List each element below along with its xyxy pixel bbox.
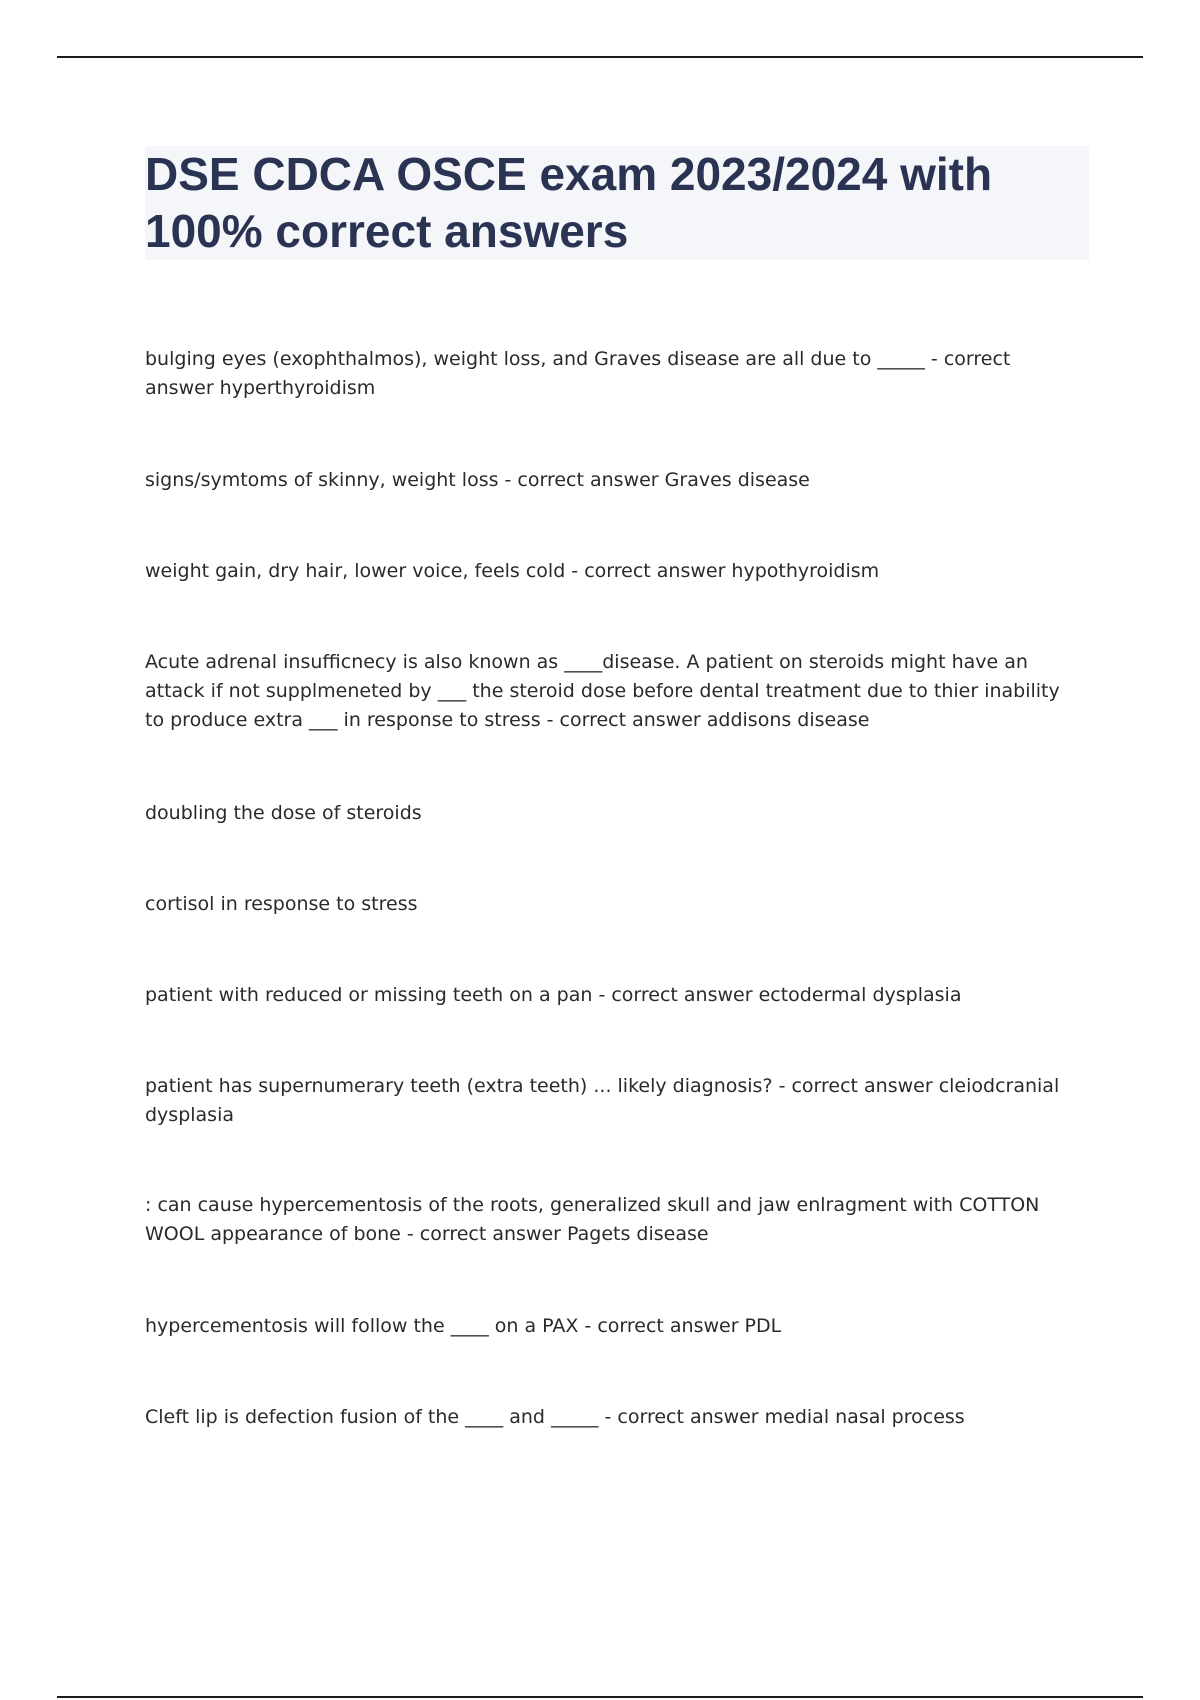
footer-rule xyxy=(57,1696,1143,1698)
header-rule xyxy=(57,56,1143,58)
qa-entry: weight gain, dry hair, lower voice, feels cold - correct answer hypothyroidism xyxy=(145,560,880,582)
qa-entry: patient with reduced or missing teeth on a pan - correct answer ectodermal dysplasia xyxy=(145,984,962,1006)
qa-entry: Cleft lip is defection fusion of the ____ and _____ - correct answer medial nasal process xyxy=(145,1406,965,1428)
qa-entry: Acute adrenal insufficnecy is also known as ____disease. A patient on steroids might have an attack if not supplmeneted by ___ the steroid dose before dental treatment due to thier inability to produce extra ___ in response to stress - correct answer addisons disease xyxy=(145,651,1060,731)
qa-entry: : can cause hypercementosis of the roots, generalized skull and jaw enlragment with COTTON WOOL appearance of bone - correct answer Pagets disease xyxy=(145,1194,1040,1245)
qa-entry: patient has supernumerary teeth (extra teeth) ... likely diagnosis? - correct answer cleiodcranial dysplasia xyxy=(145,1075,1060,1126)
qa-entry: bulging eyes (exophthalmos), weight loss, and Graves disease are all due to _____ - correct answer hyperthyroidism xyxy=(145,348,1011,399)
page-title: DSE CDCA OSCE exam 2023/2024 with 100% correct answers xyxy=(145,148,993,257)
qa-entry: hypercementosis will follow the ____ on a PAX - correct answer PDL xyxy=(145,1315,782,1337)
qa-entry: doubling the dose of steroids xyxy=(145,802,422,824)
title-block xyxy=(145,146,1089,260)
qa-entry: cortisol in response to stress xyxy=(145,893,418,915)
qa-entry: signs/symtoms of skinny, weight loss - correct answer Graves disease xyxy=(145,469,810,491)
